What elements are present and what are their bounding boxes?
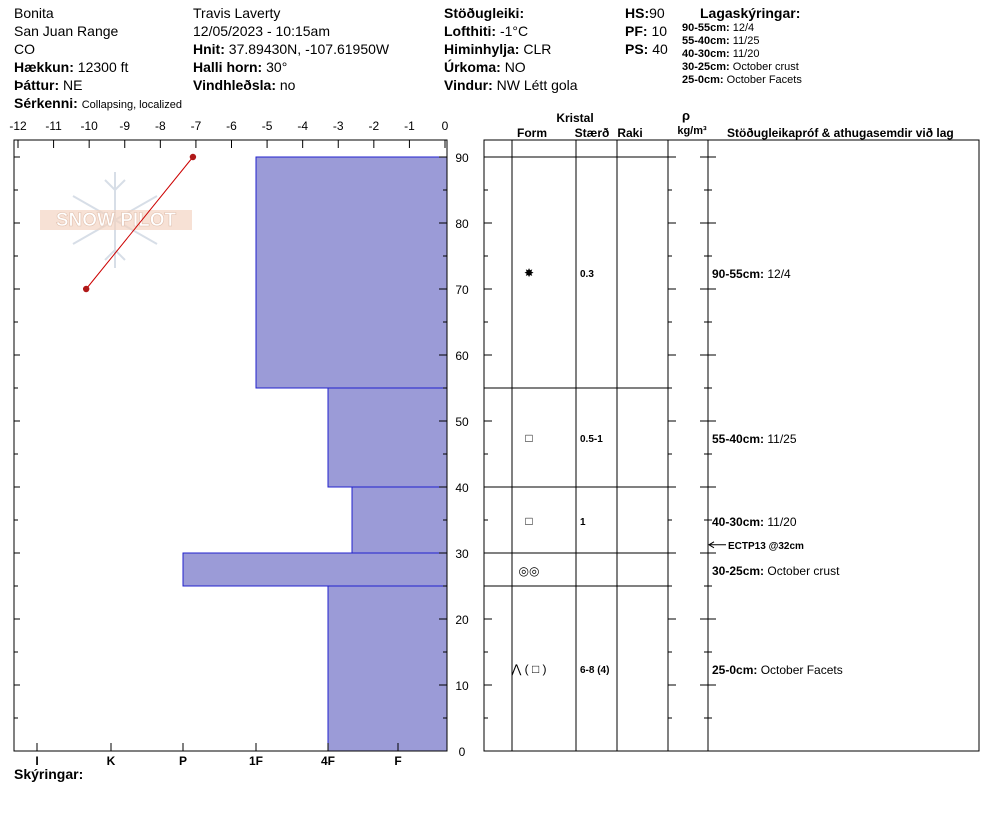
hardness-label: K — [106, 754, 116, 768]
hardness-label: P — [178, 754, 188, 768]
layer-comment-range: 30-25cm: — [712, 564, 768, 578]
crystal-form-symbol: ⋀ ( □ ) — [511, 662, 547, 676]
slope-value: 30° — [266, 59, 288, 75]
crystal-size: 1 — [580, 517, 586, 528]
legend-text: 11/20 — [732, 48, 760, 60]
hardness-label: I — [35, 754, 39, 768]
depth-tick-label: 10 — [455, 679, 469, 693]
temp-tick-label: -7 — [190, 119, 202, 133]
depth-tick-label: 20 — [455, 613, 469, 627]
crystal-form-symbol: ◎◎ — [518, 564, 540, 578]
layer-comment-text: 11/25 — [767, 432, 797, 446]
layer-comment — [712, 663, 843, 677]
temp-tick-label: -6 — [226, 119, 237, 133]
slope-label: Halli horn: — [193, 59, 263, 75]
features-label: Sérkenni: — [14, 95, 78, 111]
air-temp-label: Lofthiti: — [444, 23, 497, 39]
pf-value: 10 — [651, 23, 668, 39]
crystal-form-symbol: □ — [525, 514, 533, 528]
elevation-label: Hækkun: — [14, 59, 74, 75]
layer-comment-range: 55-40cm: — [712, 432, 768, 446]
legend-title-text: Lagaskýringar: — [700, 5, 801, 21]
aspect-label: Þáttur: — [14, 77, 60, 93]
temperature-point — [83, 286, 89, 292]
depth-tick-label: 40 — [455, 481, 469, 495]
legend-text: October Facets — [726, 74, 802, 86]
crystal-size: 0.5-1 — [580, 434, 603, 445]
crystal-form-symbol: □ — [525, 431, 533, 445]
notes — [14, 765, 83, 783]
crystal-header: Kristal — [556, 111, 594, 125]
observation-datetime: 12/05/2023 - 10:15am — [193, 23, 330, 39]
depth-tick-label: 30 — [455, 547, 469, 561]
layer-comment-text: 11/20 — [767, 515, 797, 529]
wind-value: NW Létt gola — [496, 77, 578, 93]
hardness-label: 4F — [320, 754, 336, 768]
legend-range: 90-55cm: — [682, 22, 730, 34]
crystal-size: 6-8 (4) — [580, 665, 610, 676]
precip-label: Úrkoma: — [444, 59, 501, 75]
temp-tick-label: -11 — [45, 119, 62, 133]
aspect-value: NE — [63, 77, 83, 93]
pf-label: PF: — [625, 23, 648, 39]
depth-tick-label: 60 — [455, 349, 469, 363]
depth-tick-label: 0 — [458, 745, 466, 759]
layer-table — [484, 108, 979, 751]
legend-text: 12/4 — [732, 22, 755, 34]
hardness-label: F — [394, 754, 402, 768]
notes-label: Skýringar: — [14, 766, 84, 782]
layer-comment-range: 90-55cm: — [712, 267, 768, 281]
hs-value: 90 — [649, 5, 665, 21]
stability-label: Stöðugleiki: — [444, 5, 525, 21]
layer-comment — [712, 432, 797, 446]
depth-tick-label: 90 — [455, 151, 469, 165]
density-header: kg/m³ — [677, 125, 707, 137]
layer-comment-range: 40-30cm: — [712, 515, 768, 529]
temp-tick-label: -12 — [9, 119, 27, 133]
legend-range: 25-0cm: — [682, 74, 724, 86]
layer-comment-text: 12/4 — [767, 267, 791, 281]
depth-tick-label: 70 — [455, 283, 469, 297]
density-column-frame — [668, 140, 708, 751]
hardness-bar — [352, 487, 447, 553]
legend-range: 40-30cm: — [682, 48, 730, 60]
layer-comment — [712, 564, 840, 578]
layer-comment — [712, 267, 791, 281]
features-value: Collapsing, localized — [81, 99, 182, 111]
crystal-size: 0.3 — [580, 269, 594, 280]
state: CO — [14, 41, 35, 57]
hardness-bar — [328, 586, 447, 751]
moisture-header: Raki — [617, 126, 643, 140]
temp-tick-label: 0 — [441, 119, 449, 133]
hardness-bar — [328, 388, 447, 487]
wind-label: Vindur: — [444, 77, 493, 93]
stability-test-label: ECTP13 @32cm — [728, 540, 804, 552]
temp-tick-label: -4 — [297, 119, 309, 133]
wind-load-label: Vindhleðsla: — [193, 77, 276, 93]
temp-tick-label: -9 — [119, 119, 131, 133]
legend-range: 55-40cm: — [682, 35, 730, 47]
temp-tick-label: -2 — [368, 119, 380, 133]
sky-value: CLR — [523, 41, 552, 57]
layer-comment-text: October crust — [767, 564, 840, 578]
temp-tick-label: -3 — [332, 119, 344, 133]
rho-header: ρ — [681, 108, 691, 123]
tests-header: Stöðugleikapróf & athugasemdir við lag — [727, 126, 954, 140]
elevation-value: 12300 ft — [77, 59, 129, 75]
hardness-bar — [256, 157, 447, 388]
observer-name: Travis Laverty — [193, 5, 281, 21]
temp-tick-label: -8 — [154, 119, 166, 133]
hardness-label: 1F — [248, 754, 264, 768]
hardness-bar — [183, 553, 447, 586]
layer-comment-text: October Facets — [760, 663, 843, 677]
legend-text: October crust — [732, 61, 799, 73]
precip-value: NO — [504, 59, 526, 75]
watermark-text: SNOW PILOT — [55, 210, 177, 231]
site-name: Bonita — [14, 5, 54, 21]
depth-tick-label: 50 — [455, 415, 469, 429]
ps-value: 40 — [652, 41, 668, 57]
form-header: Form — [517, 126, 547, 140]
ps-label: PS: — [625, 41, 649, 57]
layer-comment — [712, 515, 797, 529]
legend-range: 30-25cm: — [682, 61, 730, 73]
layer-comment-range: 25-0cm: — [712, 663, 761, 677]
sky-label: Himinhylja: — [444, 41, 520, 57]
range-name: San Juan Range — [14, 23, 119, 39]
hs-label: HS: — [625, 5, 650, 21]
temp-tick-label: -5 — [261, 119, 273, 133]
coords-label: Hnit: — [193, 41, 225, 57]
temp-tick-label: -1 — [404, 119, 415, 133]
temp-tick-label: -10 — [80, 119, 98, 133]
depth-tick-label: 80 — [455, 217, 469, 231]
temperature-point — [190, 154, 196, 160]
legend-text: 11/25 — [732, 35, 760, 47]
size-header: Stærð — [574, 126, 610, 140]
wind-load-value: no — [279, 77, 296, 93]
air-temp-value: -1°C — [499, 23, 529, 39]
coords-value: 37.89430N, -107.61950W — [228, 41, 390, 57]
crystal-form-symbol: ✸ — [523, 266, 535, 280]
